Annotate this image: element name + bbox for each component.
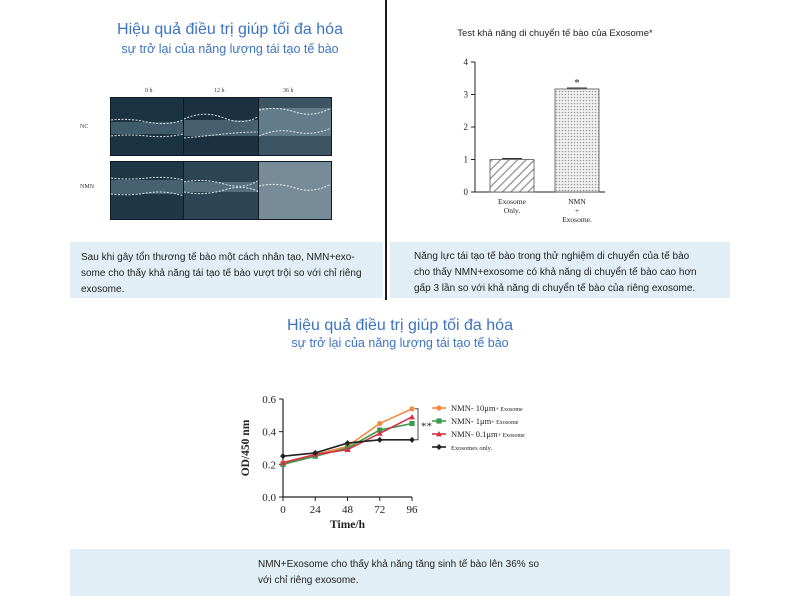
data-point [409, 406, 414, 411]
significance-label: ** [421, 420, 432, 433]
bar-category-label: NMN [568, 197, 586, 206]
bar-y-tick-label: 1 [463, 154, 468, 165]
top-left-title: Hiệu quả điều trị giúp tối đa hóa [117, 21, 343, 38]
bar-significance-star: * [574, 76, 580, 89]
microscopy-figure [80, 88, 330, 218]
micro-col-label-36h: 36 h [283, 88, 294, 94]
line-y-axis-label: OD/450 nm [240, 419, 252, 477]
caption-line: với chỉ riêng exosome. [258, 575, 359, 586]
micro-image-nmn-12h [183, 161, 260, 220]
top-right-caption [390, 242, 730, 298]
data-point [280, 453, 286, 459]
caption-line: some cho thấy khả năng tái tạo tế bào vượt trội so với chỉ riêng [81, 268, 362, 279]
data-point [409, 421, 414, 426]
bottom-title: Hiệu quả điều trị giúp tối đa hóa [287, 317, 513, 334]
migration-bar-chart [390, 15, 800, 240]
caption-line: Năng lực tái tạo tế bào trong thử nghiệm di chuyển của tế bào [414, 251, 690, 262]
bar-nmn-exosome [555, 89, 599, 192]
bar-category-label: Exosome [498, 197, 526, 206]
micro-image-nmn-36h [258, 161, 332, 220]
line-x-tick-label: 72 [374, 504, 386, 516]
significance-bracket [415, 409, 418, 440]
micro-image-nmn-0h [110, 161, 185, 220]
line-y-tick-label: 0.2 [262, 459, 276, 472]
legend-label: NMN- 0.1μm+ Exosome [451, 429, 525, 439]
legend-label: NMN- 1μm+ Exosome [451, 416, 519, 426]
legend-label: Exosomes only. [451, 445, 493, 452]
bar-y-tick-label: 3 [463, 89, 468, 100]
legend-marker [436, 418, 441, 423]
legend-marker [436, 405, 441, 410]
bar-y-tick-label: 2 [463, 122, 468, 132]
bar-y-tick-label: 4 [463, 57, 468, 67]
line-x-tick-label: 48 [342, 504, 353, 516]
line-y-tick-label: 0.4 [262, 426, 276, 439]
line-x-tick-label: 0 [280, 504, 286, 516]
micro-col-label-0h: 0 h [145, 88, 153, 94]
data-point [377, 421, 382, 426]
proliferation-line-chart [230, 385, 580, 535]
bottom-subtitle: sự trở lại của năng lượng tái tạo tế bào [291, 336, 509, 350]
line-y-tick-label: 0.6 [262, 394, 276, 406]
bar-y-tick-label: 0 [463, 187, 468, 197]
line-x-axis-label: Time/h [330, 519, 365, 531]
bar-chart-title: Test khả năng di chuyển tế bào của Exosome* [457, 28, 653, 39]
caption-line: NMN+Exosome cho thấy khả năng tăng sinh tế bào lên 36% so [258, 559, 540, 570]
data-point [377, 437, 383, 443]
caption-line: gấp 3 lần so với khả năng di chuyển tế bào của riêng exosome. [414, 283, 696, 294]
micro-image-nc-0h [110, 97, 185, 156]
micro-image-nc-12h [183, 97, 260, 156]
line-x-tick-label: 96 [406, 504, 418, 516]
bar-exosome-only [490, 160, 534, 193]
caption-line: cho thấy NMN+exosome có khả năng di chuyển tế bào cao hơn [414, 267, 697, 278]
legend-label: NMN- 10μm+ Exosome [451, 403, 523, 413]
data-point [409, 414, 415, 419]
bottom-caption [70, 549, 730, 596]
data-point [409, 437, 415, 443]
top-left-caption [70, 242, 383, 298]
bar-category-label: + [574, 206, 580, 215]
bar-category-label: Exosome. [562, 215, 592, 224]
legend-marker [436, 444, 442, 450]
bar-category-label: Only. [503, 206, 521, 215]
line-x-tick-label: 24 [309, 504, 321, 516]
micro-col-label-12h: 12 h [214, 88, 225, 94]
micro-row-label-nc: NC [80, 124, 89, 130]
top-left-subtitle: sự trở lại của năng lượng tái tạo tế bào [121, 42, 339, 56]
line-y-tick-label: 0.0 [262, 492, 276, 504]
panel-divider [385, 0, 387, 300]
caption-line: Sau khi gây tổn thương tế bào một cách nhân tạo, NMN+exo- [81, 252, 355, 263]
micro-row-label-nmn: NMN [80, 184, 95, 190]
caption-line: exosome. [81, 284, 125, 295]
micro-image-nc-36h [258, 97, 332, 156]
